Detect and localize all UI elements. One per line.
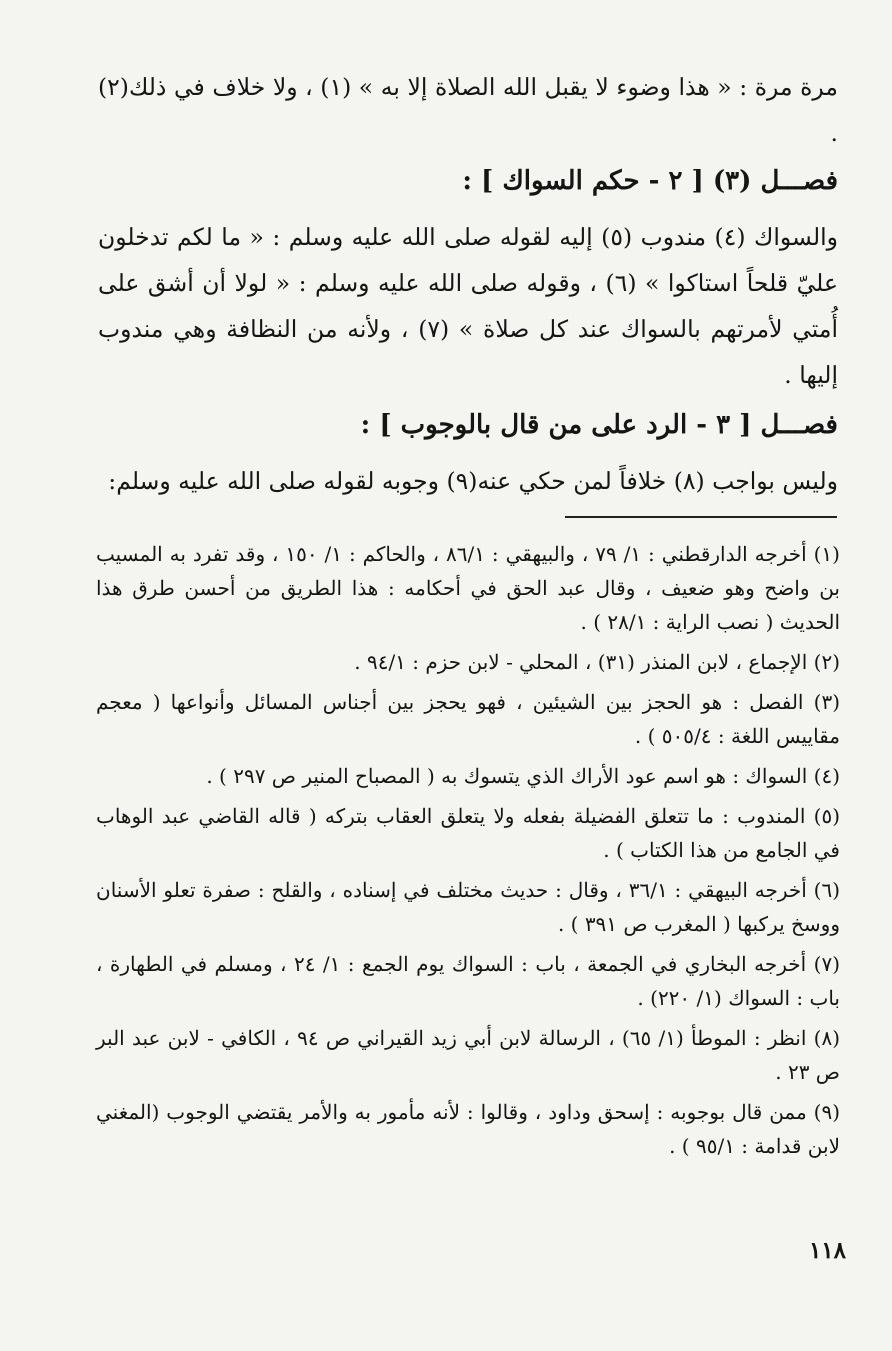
footnote-4: (٤) السواك : هو اسم عود الأراك الذي يتسوك به ( المصباح المنير ص ٢٩٧ ) . bbox=[206, 764, 840, 788]
paragraph-text: وليس بواجب (٨) خلافاً لمن حكي عنه(٩) وجوبه لقوله صلى الله عليه وسلم: bbox=[108, 467, 838, 495]
page-number: ١١٨ bbox=[808, 1237, 846, 1264]
footnote-1: (١) أخرجه الدارقطني : ١/ ٧٩ ، والبيهقي : ٨٦/١ ، والحاكم : ١/ ١٥٠ ، وقد تفرد به المسيب بن واضح وهو ضعيف ، وقال عبد الحق في أحكامه : هذا الطريق من أحسن طرق هذا الحديث ( نصب الراية : ٢٨/١ ) . bbox=[96, 542, 840, 634]
paragraph-text: مرة مرة : « هذا وضوء لا يقبل الله الصلاة إلا به » (١) ، ولا خلاف في ذلك(٢) . bbox=[98, 73, 838, 147]
section-heading-obligation-reply: فصـــل [ ٣ - الرد على من قال بالوجوب ] : bbox=[360, 410, 838, 440]
paragraph-not-obligatory bbox=[98, 458, 838, 504]
footnote-2: (٢) الإجماع ، لابن المنذر (٣١) ، المحلي - لابن حزم : ٩٤/١ . bbox=[354, 650, 840, 674]
footnote-6: (٦) أخرجه البيهقي : ٣٦/١ ، وقال : حديث مختلف في إسناده ، والقلح : صفرة تعلو الأسنان ووسخ يركبها ( المغرب ص ٣٩١ ) . bbox=[96, 878, 840, 936]
footnote-separator bbox=[565, 516, 837, 518]
paragraph-continuation bbox=[98, 64, 838, 156]
section-heading-siwak-ruling: فصـــل (٣) [ ٢ - حكم السواك ] : bbox=[462, 166, 838, 196]
footnote-7: (٧) أخرجه البخاري في الجمعة ، باب : السواك يوم الجمع : ١/ ٢٤ ، ومسلم في الطهارة ، باب : السواك (١/ ٢٢٠) . bbox=[96, 952, 840, 1010]
footnotes bbox=[96, 537, 840, 1169]
footnote-5: (٥) المندوب : ما تتعلق الفضيلة بفعله ولا يتعلق العقاب بتركه ( قاله القاضي عبد الوهاب في الجامع من هذا الكتاب ) . bbox=[96, 804, 840, 862]
footnote-8: (٨) انظر : الموطأ (١/ ٦٥) ، الرسالة لابن أبي زيد القيراني ص ٩٤ ، الكافي - لابن عبد البر ص ٢٣ . bbox=[96, 1026, 841, 1084]
paragraph-text: والسواك (٤) مندوب (٥) إليه لقوله صلى الله عليه وسلم : « ما لكم تدخلون عليّ قلحاً استاكوا » (٦) ، وقوله صلى الله عليه وسلم : « لولا أن أشق على أُمتي لأمرتهم بالسواك عند كل صلاة » (٧) ، ولأنه من النظافة وهي مندوب إليها . bbox=[98, 223, 839, 389]
footnote-9: (٩) ممن قال بوجوبه : إسحق وداود ، وقالوا : لأنه مأمور به والأمر يقتضي الوجوب (المغني لابن قدامة : ٩٥/١ ) . bbox=[96, 1100, 840, 1158]
footnote-3: (٣) الفصل : هو الحجز بين الشيئين ، فهو يحجز بين أجناس المسائل وأنواعها ( معجم مقاييس اللغة : ٥٠٥/٤ ) . bbox=[96, 690, 840, 748]
paragraph-siwak bbox=[98, 214, 838, 398]
